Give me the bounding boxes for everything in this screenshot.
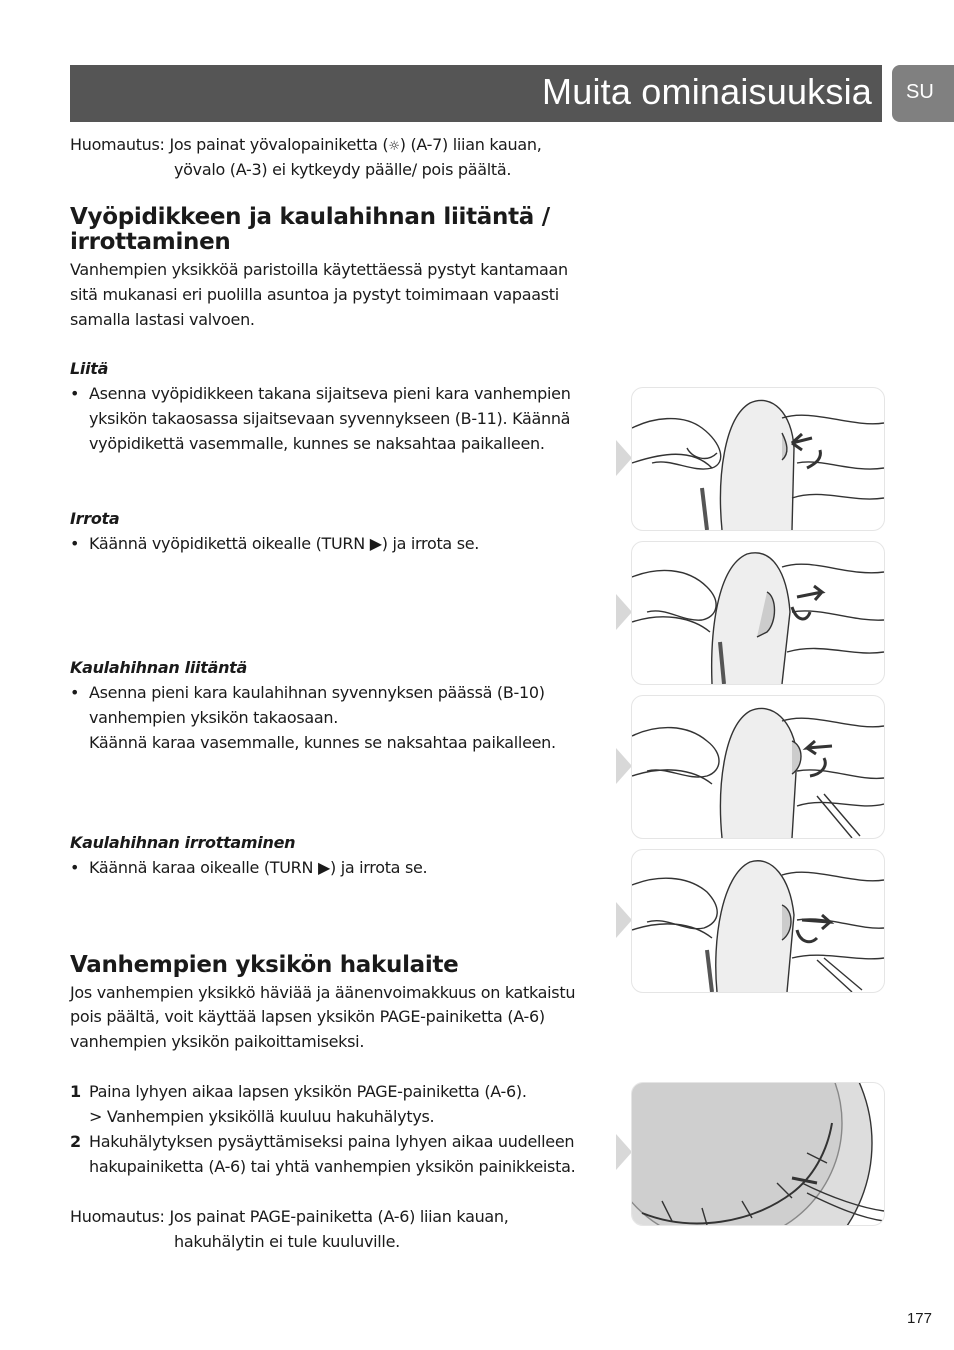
language-tab-label: SU <box>906 81 934 103</box>
note2-line2: hakuhälytin ei tule kuuluville. <box>174 1232 400 1251</box>
figure-pointer <box>616 1134 632 1170</box>
detach-subheading: Irrota <box>70 509 120 528</box>
illustration-detach-belt-clip <box>631 541 885 685</box>
step-line: Paina lyhyen aikaa lapsen yksikön PAGE-painiketta (A-6). <box>89 1082 527 1101</box>
section1-heading-line2: irrottaminen <box>70 229 231 255</box>
page-number: 177 <box>906 1310 932 1327</box>
step-result-line: > Vanhempien yksiköllä kuuluu hakuhälytys. <box>89 1107 435 1126</box>
step-line: Hakuhälytyksen pysäyttämiseksi paina lyhyen aikaa uudelleen <box>89 1132 575 1151</box>
strap-attach-line: Asenna pieni kara kaulahihnan syvennyksen päässä (B-10) <box>89 683 545 702</box>
illustration-attach-neck-strap <box>631 695 885 839</box>
turn-arrow-icon: ▶ <box>369 534 382 553</box>
figure-pointer <box>616 902 632 938</box>
detach-line <box>89 531 479 556</box>
bullet: • <box>70 534 80 553</box>
note1-text-b: ) (A-7) liian kauan, <box>399 135 542 154</box>
section1-intro-line: Vanhempien yksikköä paristoilla käytettäessä pystyt kantamaan <box>70 260 568 279</box>
attach-line: vyöpidikettä vasemmalle, kunnes se naksahtaa paikalleen. <box>89 434 545 453</box>
section2-intro-line: pois päältä, voit käyttää lapsen yksikön PAGE-painiketta (A-6) <box>70 1007 545 1026</box>
strap-detach-subheading: Kaulahihnan irrottaminen <box>70 833 296 852</box>
section2-heading: Vanhempien yksikön hakulaite <box>70 952 459 978</box>
step-line: hakupainiketta (A-6) tai yhtä vanhempien yksikön painikkeista. <box>89 1157 576 1176</box>
note2-text: Jos painat PAGE-painiketta (A-6) liian kauan, <box>169 1207 509 1226</box>
step-number: 1 <box>70 1082 82 1101</box>
attach-subheading: Liitä <box>70 359 109 378</box>
strap-attach-line: vanhempien yksikön takaosaan. <box>89 708 339 727</box>
bullet: • <box>70 858 80 877</box>
figure-pointer <box>616 440 632 476</box>
illustration-attach-belt-clip <box>631 387 885 531</box>
figure-pointer <box>616 594 632 630</box>
section1-heading-line1: Vyöpidikkeen ja kaulahihnan liitäntä / <box>70 204 550 230</box>
note1-line1 <box>70 132 542 159</box>
detach-text-b: ) ja irrota se. <box>381 534 480 553</box>
bullet: • <box>70 683 80 702</box>
page-title: Muita ominaisuuksia <box>542 71 872 112</box>
strap-detach-text-a: Käännä karaa oikealle (TURN <box>89 858 318 877</box>
section1-intro-line: sitä mukanasi eri puolilla asuntoa ja pystyt toimimaan vapaasti <box>70 285 559 304</box>
note1-line2: yövalo (A-3) ei kytkeydy päälle/ pois päältä. <box>174 160 512 179</box>
bullet: • <box>70 384 80 403</box>
attach-line: yksikön takaosassa sijaitsevaan syvennykseen (B-11). Käännä <box>89 409 571 428</box>
step-number: 2 <box>70 1132 82 1151</box>
attach-line: Asenna vyöpidikkeen takana sijaitseva pieni kara vanhempien <box>89 384 571 403</box>
section2-intro-line: Jos vanhempien yksikkö häviää ja äänenvoimakkuus on katkaistu <box>70 983 576 1002</box>
detach-text-a: Käännä vyöpidikettä oikealle (TURN <box>89 534 370 553</box>
note2-line1 <box>70 1204 509 1229</box>
strap-detach-text-b: ) ja irrota se. <box>329 858 428 877</box>
turn-arrow-icon: ▶ <box>317 858 330 877</box>
note1-text-a: Jos painat yövalopainiketta ( <box>169 135 389 154</box>
title-bar <box>70 65 882 122</box>
section2-intro-line: vanhempien yksikön paikoittamiseksi. <box>70 1032 365 1051</box>
strap-attach-line: Käännä karaa vasemmalle, kunnes se naksahtaa paikalleen. <box>89 733 556 752</box>
figure-pointer <box>616 748 632 784</box>
strap-attach-subheading: Kaulahihnan liitäntä <box>70 658 248 677</box>
note1-label: Huomautus: <box>70 135 165 154</box>
note2-label: Huomautus: <box>70 1207 165 1226</box>
section1-intro-line: samalla lastasi valvoen. <box>70 310 255 329</box>
language-tab <box>892 65 954 122</box>
strap-detach-line <box>89 855 427 880</box>
illustration-detach-neck-strap <box>631 849 885 993</box>
illustration-paging-unit <box>631 1082 885 1226</box>
night-light-icon: ☼ <box>388 139 400 154</box>
